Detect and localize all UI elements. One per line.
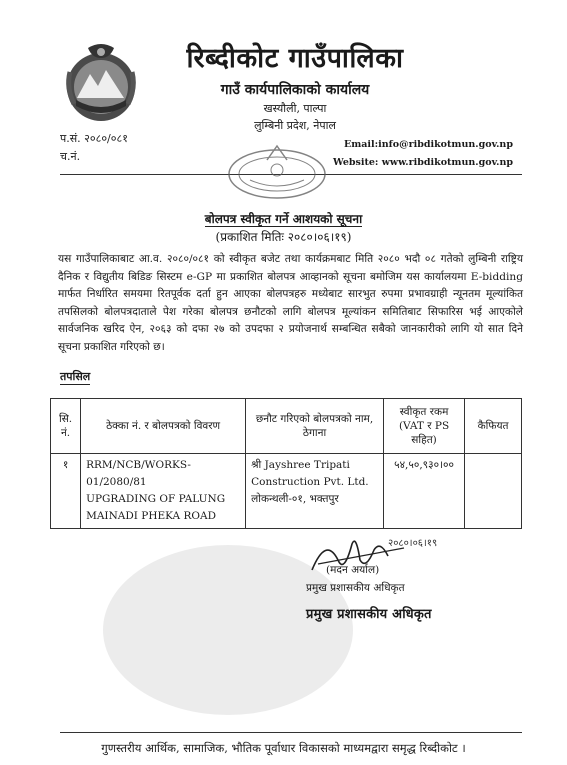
footer-divider: [60, 732, 522, 733]
table-header-row: [51, 399, 522, 454]
notice-title: [0, 210, 567, 227]
signatory-name: (मदन अर्याल): [326, 564, 380, 576]
table-row: [51, 454, 522, 529]
bid-award-table: [50, 398, 522, 529]
website-address: Website: www.ribdikotmun.gov.np: [332, 157, 513, 168]
signature-date: २०८०।०६।१९: [388, 538, 438, 549]
bidder-address: लोकन्थली-०१, भक्तपुर: [251, 493, 339, 505]
cell-remarks: [465, 454, 522, 529]
cell-contract: [81, 454, 246, 529]
schedule-heading: तपसिल: [60, 370, 91, 383]
header-serial: सि. नं.: [51, 399, 81, 454]
notice-title-text: बोलपत्र स्वीकृत गर्ने आशयको सूचना: [204, 212, 363, 226]
published-date: (प्रकाशित मितिः २०८०।०६।१९): [215, 230, 352, 244]
cell-amount: ५४,५०,९३०।००: [383, 454, 464, 529]
office-stamp-icon: [222, 140, 332, 202]
header-amount: स्वीकृत रकम (VAT र PS सहित): [383, 399, 464, 454]
address-line-2: लुम्बिनी प्रदेश, नेपाल: [254, 119, 336, 132]
cell-bidder: [246, 454, 384, 529]
email-address: Email:info@ribdikotmun.gov.np: [343, 139, 513, 150]
reference-number: प.सं. २०८०/०८१: [60, 132, 128, 145]
designation-seal: प्रमुख प्रशासकीय अधिकृत: [306, 607, 432, 622]
signatory-designation: प्रमुख प्रशासकीय अधिकृत: [306, 582, 405, 594]
office-name: गाउँ कार्यपालिकाको कार्यालय: [220, 82, 370, 98]
cell-serial: १: [51, 454, 81, 529]
header-remarks: कैफियत: [465, 399, 522, 454]
address-line-1: खस्यौली, पाल्पा: [263, 102, 327, 115]
header-contract: ठेक्का नं. र बोलपत्रको विवरण: [81, 399, 246, 454]
municipality-name: रिब्दीकोट गाउँपालिका: [186, 43, 404, 74]
header-bidder: छनौट गरिएको बोलपत्रको नाम, ठेगाना: [246, 399, 384, 454]
bidder-name: श्री Jayshree Tripati Construction Pvt. Ltd.: [251, 459, 369, 488]
contract-description: UPGRADING OF PALUNG MAINADI PHEKA ROAD: [86, 493, 226, 522]
nepal-emblem-icon: [62, 40, 140, 126]
notice-body: यस गाउँपालिकाबाट आ.व. २०८०/०८१ को स्वीकृत बजेट तथा कार्यक्रमबाट मिति २०८० भदौ ०८ गतेको लुम्बिनी राष्ट्रिय दैनिक र विद्युतीय बिडिङ सिस्टम e-GP मा प्रकाशित बोलपत्र आव्हानको सूचना बमोजिम यस कार्यालयमा E-bidding मार्फत निर्धारित समयमा रितपूर्वक दर्ता हुन आएका बोलपत्रहरु मध्येबाट सारभुत रुपमा प्रभावग्राही न्यूनतम मूल्यांकित तपसिलको बोलपत्रदाताले पेश गरेका बोलपत्र छनौटको लागि बोलपत्र मूल्यांकन समितिबाट सिफारिस भई आएकोले सार्वजनिक खरिद ऐन, २०६३ को दफा २७ को उपदफा २ प्रयोजनार्थ सम्बन्धित सबैको जानकारीको लागि यो सात दिने सूचना प्रकाशित गरिएको छ।: [58, 253, 523, 353]
contract-number: RRM/NCB/WORKS-01/2080/81: [86, 459, 191, 488]
footer-slogan: गुणस्तरीय आर्थिक, सामाजिक, भौतिक पूर्वाधार विकासको माध्यमद्वारा समृद्ध रिब्दीकोट ।: [101, 741, 466, 755]
dispatch-number: च.नं.: [60, 150, 81, 163]
